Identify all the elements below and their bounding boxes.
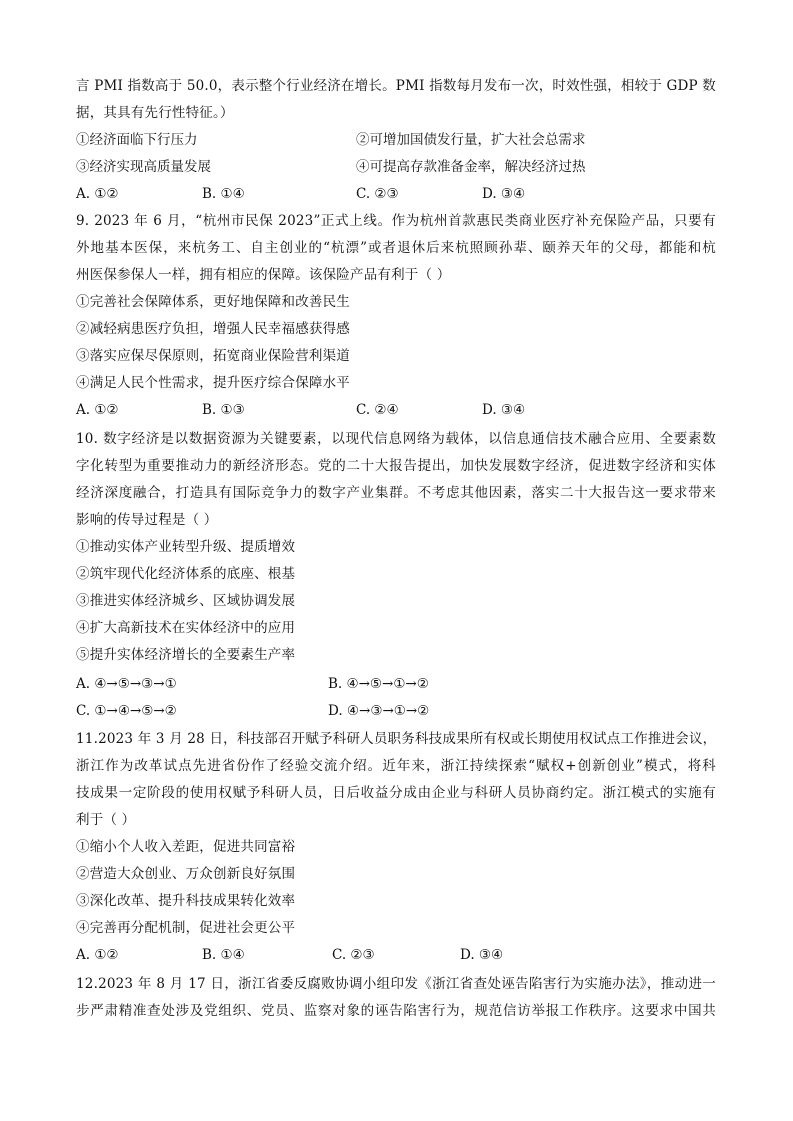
q11-stem-line-2: 浙江作为改革试点先进省份作了经验交流介绍。近年来，浙江持续探索“赋权+创新创业”模式，将科 [76,758,716,774]
q11-statement-1: ①缩小个人收入差距，促进共同富裕 [76,839,296,855]
q10-option-b: B. ④→⑤→①→② [328,676,429,692]
q8-option-a: A. ①② [76,186,119,202]
q9-option-c: C. ②④ [356,402,399,418]
q11-statement-3: ③深化改革、提升科技成果转化效率 [76,893,296,909]
q8-option-b: B. ①④ [202,186,245,202]
q10-statement-5: ⑤提升实体经济增长的全要素生产率 [76,647,296,663]
q8-option-d: D. ③④ [482,186,526,202]
q9-statement-1: ①完善社会保障体系，更好地保障和改善民生 [76,294,350,310]
q11-stem-line-1: 11.2023 年 3 月 28 日，科技部召开赋予科研人员职务科技成果所有权或长期使用权试点工作推进会议， [76,731,717,747]
q11-stem-line-4: 利于（ ） [76,812,136,828]
q11-option-c: C. ②③ [332,947,375,963]
q9-stem-line-1: 9. 2023 年 6 月，“杭州市民保 2023”正式上线。作为杭州首款惠民类商业医疗补充保险产品，只要有 [76,213,716,229]
q8-statement-1: ①经济面临下行压力 [76,132,198,148]
q9-option-d: D. ③④ [482,402,526,418]
q11-option-d: D. ③④ [460,947,504,963]
q8-statement-2: ②可增加国债发行量，扩大社会总需求 [356,132,586,148]
q8-statement-4: ④可提高存款准备金率，解决经济过热 [356,159,586,175]
q9-stem-line-3: 州医保参保人一样，拥有相应的保障。该保险产品有利于（ ） [76,267,451,283]
q12-stem-line-2: 步严肃精准查处涉及党组织、党员、监察对象的诬告陷害行为，规范信访举报工作秩序。这要求中国共 [76,1003,716,1019]
q9-statement-3: ③落实应保尽保原则，拓宽商业保险营利渠道 [76,348,350,364]
q11-statement-2: ②营造大众创业、万众创新良好氛围 [76,866,296,882]
q10-statement-1: ①推动实体产业转型升级、提质增效 [76,539,296,555]
q11-option-b: B. ①④ [202,947,245,963]
q11-statement-4: ④完善再分配机制，促进社会更公平 [76,920,296,936]
q11-option-a: A. ①② [76,947,119,963]
q10-stem-line-2: 字化转型为重要推动力的新经济形态。党的二十大报告提出，加快发展数字经济，促进数字经济和实体 [76,458,716,474]
q10-statement-3: ③推进实体经济城乡、区域协调发展 [76,593,296,609]
q8-intro-line-1: 言 PMI 指数高于 50.0，表示整个行业经济在增长。PMI 指数每月发布一次，时效性强，相较于 GDP 数 [76,78,716,94]
q10-option-c: C. ①→④→⑤→② [76,703,177,719]
q10-option-d: D. ④→③→①→② [328,703,430,719]
q9-statement-4: ④满足人民个性需求，提升医疗综合保障水平 [76,375,350,391]
q12-stem-line-1: 12.2023 年 8 月 17 日，浙江省委反腐败协调小组印发《浙江省查处诬告陷害行为实施办法》，推动进一 [76,976,716,992]
q10-option-a: A. ④→⑤→③→① [76,676,177,692]
q10-stem-line-3: 经济深度融合，打造具有国际竞争力的数字产业集群。不考虑其他因素，落实二十大报告这一要求带来 [76,485,716,501]
q9-option-a: A. ①② [76,402,119,418]
q11-stem-line-3: 技成果一定阶段的使用权赋予科研人员，日后收益分成由企业与科研人员协商约定。浙江模式的实施有 [76,785,716,801]
q10-statement-4: ④扩大高新技术在实体经济中的应用 [76,620,296,636]
q10-statement-2: ②筑牢现代化经济体系的底座、根基 [76,566,296,582]
q10-stem-line-4: 影响的传导过程是（ ） [76,512,218,528]
q10-stem-line-1: 10. 数字经济是以数据资源为关键要素，以现代信息网络为载体，以信息通信技术融合应用、全要素数 [76,431,716,447]
q8-option-c: C. ②③ [356,186,399,202]
q8-intro-line-2: 据，其具有先行性特征。） [76,105,234,121]
q9-stem-line-2: 外地基本医保，来杭务工、自主创业的“杭漂”或者退休后来杭照顾孙辈、颐养天年的父母，都能和杭 [76,240,716,256]
q8-statement-3: ③经济实现高质量发展 [76,159,211,175]
q9-option-b: B. ①③ [202,402,245,418]
q9-statement-2: ②减轻病患医疗负担，增强人民幸福感获得感 [76,321,350,337]
